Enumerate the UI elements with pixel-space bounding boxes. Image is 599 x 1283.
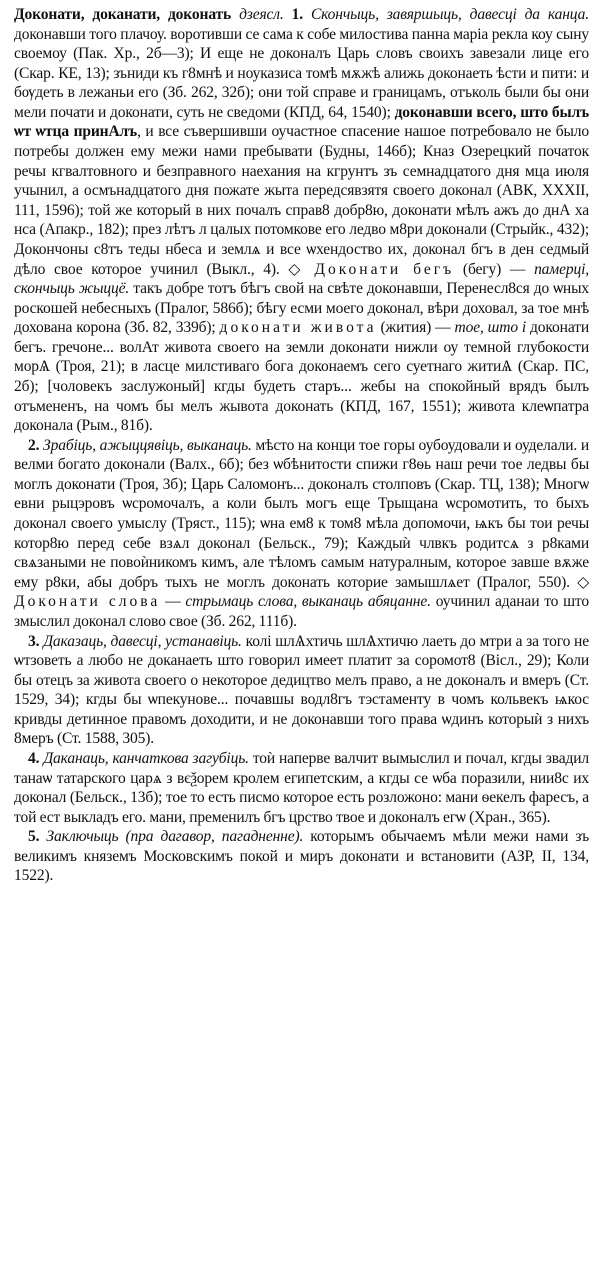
text-run: Даканаць, канчаткова загубіць. [43,749,249,767]
text-run: , и все съвершивши оучастное спасение нашое потребовало не было потребы должен ему межи нами пребывати (Будны, 146б); Кназ Озерецкий початок речы кгвалтовного и безправного наехания на кгрунтъ зъ семнадцатого дня мца июля учынил, а осмънадцатого дня пожате жыта передсявзятя своего доконал (АВК, XXXII, 111, 1596); той же который в них почалъ справ8 добр8ю, доконати мѣлъ ажъ до днА ха нса (Апакр., 182); през лѣтъ л цалых потомкове его ледво м8ри доконали (Стрыйк., 432); Докончоны с8тъ теды нбеса и землѧ и все ѡхендоство их, доконал бгъ в ден седмый дѣло свое которое учинил (Выкл., 4). ◇ [14,123,590,278]
text-run: 4. [28,749,44,767]
text-run: Заключыць (пра дагавор, пагадненне). [46,828,304,846]
text-run: Доконати бегъ [314,260,455,278]
text-run: 1. [291,6,311,23]
text-run: Доконати, доканати, доконать [14,6,240,23]
sense-3-paragraph [14,632,589,749]
text-run: доконати бегъ. гречоне... волАт живота своего на земли доконати нижли оу темной глубокости морѦ (Троя, 21); в ласце милстиваго бога доконаемъ сего суетнаго житиѦ (Скар. ПС, 2б); [чоловекъ заслужоный] кгды будеть старъ... жебы на спокойный врядъ былъ отъмененъ, на чомъ бы мелъ жывота доконать (КПД, 167, 1551); живота клеѡпатра доконала (Рым., 81б). [14,319,589,435]
text-run: (бегу) — [454,260,535,278]
text-run: оучинил аданаи то што змыслил доконал слово свое (Зб. 262, 111б). [14,593,589,630]
text-run: стрымаць слова, выканаць абяцанне. [185,593,431,611]
sense-4-paragraph [14,749,589,827]
text-run: колі шлѦхтичь шлѦхтичю лаеть до мтри а за того не ѡтзоветь а любо не доканаеть што говорил имеет платит за соромот8 (Вісл., 29); Коли бы отецъ за живота своего о некоторое дедицтво мелъ право, а не доконалъ и вмеръ (Ст. 1529, 34); кгды бы ѡпекунове... почавшы водл8гъ тэстаменту в чомъ кольвекъ ѩкос кривды детинное правомъ доходити, и не доконавши того права ѡдинъ которыѝ з нихъ 8меръ (Ст. 1588, 305). [14,632,589,748]
text-run: 5. [28,828,47,846]
entry-paragraph [14,5,589,436]
text-run: доконати живота [219,319,377,337]
text-run: 2. [28,436,44,454]
text-run: (жития) — [376,319,455,337]
text-run: мѣсто на конци тое горы оубоудовали и оуделали. и велми богато доконали (Валх., 6б); без ѡбѣнитости спижи г8ѳь наш речи тое ледвы бы моглъ доконати (Троя, 3б); Царь Саломонъ... доконалъ столповъ (Скар. ТЦ, 138); Многѡ евни рыцэровъ ѡсромочалъ, а коли былъ могъ еще Трыщана ѡсромотить, то быхъ доконал своего умыслу (Тряст., 115); ѡна ем8 к том8 мѣла допомочи, ѩкъ бы тои речы котор8ю перед себе взѧл доконал (Бельск., 79); Каждыѝ члвкъ родитсѧ з р8ками свѧзаными не повоѝникомъ кимъ, але тѣломъ самым натуралным, которое завше вѫже ему р8ки, абы добръ тыхъ не моглъ доконать которие замышлѧет (Пралог, 550). ◇ [14,436,589,591]
text-run: которымъ обычаемъ мѣли межи нами зъ великимъ княземъ Московскимъ покой и миръ доконати и встановити (АЗР, II, 134, 1522). [14,828,589,885]
sense-2-paragraph [14,436,589,632]
text-run: — [160,593,186,611]
text-run: 3. [28,632,44,650]
text-run: Даказаць, давесці, устанавіць. [43,632,242,650]
text-run: Зрабіць, ажыццявіць, выканаць. [43,436,252,454]
text-run: тое, што і [454,319,527,337]
text-run: памерці, скончыць жыццё. [14,260,589,298]
text-run: тоѝ наперве валчит вымыслил и почал, кгды звадил танаѡ татарского царѧ з вєѯорем кролем египетским, а кгды се ѡба поразили, нии8с их доконал (Бельск., 13б); тое то есть писмо которое есть розложоно: мани ѳекелъ фаресъ, а той ест выкладъ его. мани, пременилъ бгъ црство твое и доконалъ егѡ (Хран., 365). [14,749,589,826]
text-run: такъ добре тотъ бѣгъ свой на свѣте доконавши, Перенесл8ся до ѡных роскошей небесныхъ (Пралог, 586б); бѣгу есми моего доконал, вѣри доховал, за тое мнѣ дохована корона (Зб. 82, 339б); [14,280,589,337]
text-run: Доконати слова [14,593,161,611]
text-run: доконавши всего, што былъ ѡт ѡтца принАлъ [14,103,589,141]
text-run: доконавши того плачоу. воротивши се сама к собе милостива панна маріа рекла коу сыну своемоу (Пак. Хр., 2б—3); И еще не доконалъ Царь словъ своихъ завезали лице его (Скар. КЕ, 13); зъниди къ г8мнѣ и ноуказиса томѣ мѫжѣ алижь доконаеть ѣсти и пити: и бѹдеть в лежаньи его (Зб. 262, 32б); они той справе и границамъ, отъколь были бы они мели почати и доконати, суть не сведоми (КПД, 64, 1540); [14,25,589,121]
text-run: Скончыць, завяршыць, давесці да канца. [310,6,589,23]
sense-5-paragraph [14,827,589,886]
text-run: дзеясл. [239,6,292,23]
